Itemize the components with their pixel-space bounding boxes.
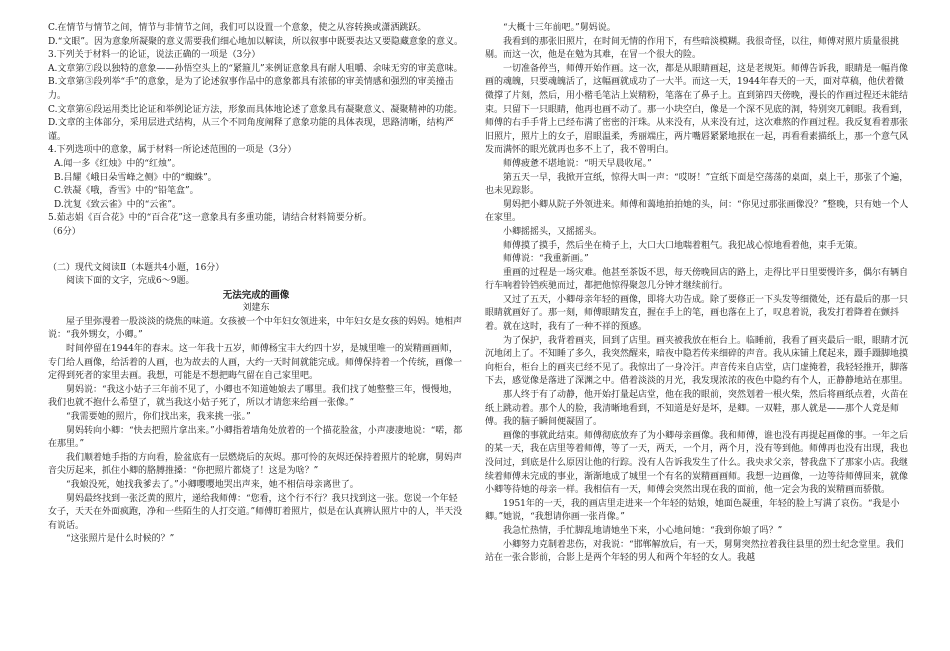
q4-option-a: A.闻一多《红烛》中的“红烛”。 [54,158,181,169]
story-paragraph: “大概十三年前吧。”舅妈说。 [503,23,616,33]
story-author: 刘建东 [242,303,270,314]
story-paragraph: 为了保护，我背着画夹，回到了店里。画夹被我放在柜台上。临睡前，我看了画夹最后一眼，眼睛才沉沉地闭上了。不知睡了多久，我突然醒来，暗夜中隐若传来细碎的声音。我从床铺上爬起来，蹑手蹑脚地摸向柜台，柜台上的画夹已经不见了。我惊出了一身冷汗。声音传来自店堂，店门虚掩着，我轻轻推开，脚落下去，感觉像是落进了深渊之中。借着淡淡的月光，我发现浓浓的夜色中隐约有个人，正静静地站在那里。 [485,335,909,387]
story-paragraph: 第五天一早，我掀开宣纸，惊得大叫一声：“哎呀！”宣纸下面是空荡荡的桌面，桌上干，那张了个遍，也未见踪影。 [485,172,909,197]
story-paragraph: 师傅摸了摸手，然后坐在椅子上，大口大口地喘着粗气。我犯战心惊地看着他，束手无策。 [503,240,864,251]
story-paragraph: 屋子里弥漫着一股淡淡的烧焦的味道。女孩被一个中年妇女领进来，中年妇女是女孩的妈妈。她相声说：“我外甥女，小卿。” [48,316,463,341]
story-paragraph: 重画的过程是一场灾难。他甚至茶饭不思，每天傍晚回店的路上，走得比平日里要慢许多，偶尔有辆自行车响着铃铛疾驰而过，都把他惊得聚忽几分钟才继续前行。 [485,267,909,292]
story-paragraph: 小卿努力克制着悲伤，对我说：“邯郸解放后，有一天，舅舅突然拉着我往县里的烈士纪念堂里。我们站在一张合影前，合影上是两个年轻的男人和两个年轻的女人。我越 [485,539,904,564]
story-paragraph: 画像的事就此结束。师傅彻底放弃了为小卿母亲画像。我和师傅，谁也没有再提起画像的事。一年之后的某一天，我在店里等着师傅，等了一天，两天，一个月，两个月，没有等到他。师傅再也没有出现，我也没问过，到底是什么原因让他的行踪。没有人告诉我发生了什么。我央求父亲，替我盘下了那家小店。我继续着师傅未完成的事业，渐渐地成了城里一个有名的炭精画画师。我想一边画像，一边等待师傅回来，就像小卿等待她的母亲一样。我相信有一天，师傅会突然出现在我的面前，他一定会为我的炭精画而骄傲。 [485,430,909,496]
q3-stem: 3.下列关于材料一的论证，说法正确的一项是（3分） [48,50,261,61]
story-paragraph: 师傅说：“我重新画。” [503,254,589,265]
section-instruction: 阅读下面的文字，完成6～9题。 [66,276,195,287]
q2-option-d: D.“文眼”。因为意象所凝聚的意义需要我们细心地加以解读，所以叙事中既要表达又要隐藏意象的意义。 [48,36,463,47]
left-column [48,22,464,547]
story-paragraph: 我急忙热情，手忙脚乱地请她坐下来，小心地问她：“我到你娘了吗？” [503,525,783,536]
story-paragraph: 师傅疲惫不堪地说：“明天早晨收尾。” [503,158,652,169]
story-paragraph: 又过了五天，小卿母亲年轻的画像，即将大功告成。除了要修正一下头发等细微处，还有最后的那一只眼睛就画好了。那一刻，师傅眼睛发直，握在手上的笔，画也落在上了，叹息着说，我发打着降着在颤抖着。就在这时，我有了一种不祥的预感。 [485,294,909,333]
q4-option-c: C.铁凝《哦，香雪》中的“铅笔盒”。 [54,186,199,197]
story-paragraph: 舅妈说：“我这小姑子三年前不见了，小卿也不知道她娘去了哪里。我们找了她整整三年，慢慢地，我们也就不抱什么希望了，就当我这小姑子死了，所以才请您来给画一张像。” [48,384,458,409]
q5-score: （6分） [48,226,81,237]
q3-option-a: A.文章第⑦段以独特的意象——孙悟空头上的“紧箍儿”来例证意象具有耐人咀嚼、余味无穷的审美意味。 [48,63,463,74]
story-paragraph: 1951年的一天，我的画店里走进来一个年轻的姑娘，她面色凝重，年轻的脸上写满了哀伤。“我是小卿。”她说，“我想请你画一张肖像。” [485,498,900,523]
story-paragraph: 那人终于有了动静，他开始打量起店堂，他在我的眼前，突然划着一根火柴，然后将画纸点着，火苗在纸上跳动着。那个人的脸，我清晰地看到，不知道是好是坏，是卿。一双鞋，那人就是——那个人竟是师傅。我的脑子瞬间便凝固了。 [485,390,909,428]
q3-option-c: C.文章第⑥段运用类比论证和举例论证方法，形象而具体地论述了意象具有凝聚意义、凝聚精神的功能。 [48,104,463,115]
story-paragraph: 我们顺着她手指的方向看，脸盆底有一层燃烧后的灰烬。那可怜的灰烬还保持着照片的轮廓，舅妈声音尖厉起来，抓住小卿的胳膊推搡：“你把照片都烧了！这是为啥？” [48,452,463,477]
story-paragraph: 时间停留在1944年的春末。这一年我十五岁，师傅杨宝丰大约四十岁，是城里唯一的炭精画画师，专门给人画像，给活着的人画，也为故去的人画，大约一天时间就能完成。师傅保持着一个传统，画像一定得到死者的家里去画。我想，可能是不想把晦气留在自己家里吧。 [48,344,463,382]
q3-option-d: D.文章的主体部分，采用层进式结构，从三个不同角度阐释了意象功能的具体表现，思路清晰，结构严谨。 [48,118,454,142]
q4-option-b: B.吕耀《峨日朵雪峰之侧》中的“蜘蛛”。 [54,172,217,183]
section-heading: （二）现代文阅读Ⅱ（本题共4小题，16分） [48,262,225,273]
right-column [485,22,910,566]
story-paragraph: “我需要她的照片，你们找出来，我来挑一张。” [66,412,251,423]
q4-option-d: D.沈复《致云雀》中的“云雀”。 [54,199,181,210]
story-paragraph: 舅妈把小卿从院子外领进来。师傅和蔼地拍拍她的头，问：“你见过那张画像没？”整晚，只有她一个人在家里。 [485,199,909,224]
story-paragraph: 舅妈最终找到一张泛黄的照片，递给我师傅：“您看，这个行不行？我只找到这一张。您说一个年轻女子，天天在外面疯跑，净和一些陌生的人打交道。”师傅盯着照片，似是在认真辨认照片中的人，半天没有说话。 [48,493,463,531]
q3-option-b: B.文章第③段列举“手”的意象，是为了论述叙事作品中的意象都具有浓郁的审美情感和强烈的审美撞击力。 [48,77,454,101]
q2-option-c: C.在情节与情节之间，情节与非情节之间，我们可以设置一个意象，使之从容转换或潇洒跳跃。 [48,23,427,33]
story-paragraph: “我娘没死，她找我爹去了。”小卿嘤嘤地哭出声来，她不相信母亲离世了。 [66,480,359,490]
story-paragraph: 舅妈转向小卿：“快去把照片拿出来。”小卿指着墙角处放着的一个描花脸盆，小声凄凄地说：“喏，都在那里。” [48,425,463,450]
story-title: 无法完成的画像 [222,289,290,301]
story-paragraph: 小卿摇摇头，又摇摇头。 [503,226,603,237]
story-paragraph: 一切准备停当，师傅开始作画。这一次，都是从眼睛画起，这是老规矩。师傅告诉我，眼睛是一幅肖像画的魂魄，只要魂魄活了，这幅画就成功了一大半。而这一天，1944年春天的一天，面对草稿，他伏着微微撑了片刻，然后，用小楷毛笔沾上炭精粉，笔落在了鼻子上。直到第四天傍晚，漫长的作画过程还未能结束。只留下一只眼睛，他再也画不动了。那一小块空白，像是一个深不见底的洞，特别突兀刺眼。我看到，师傅的右手手背上已经布满了密密的汗珠。从来没有，从来没有过，这次难熬的作画过程。我反复看着那张旧照片，照片上的女子，眉眼温柔，秀丽端庄，两片嘴唇紧紧地抿在一起，再看看素描纸上，那一个意气风发而满怀的眼光就再也多不上了，我不曾明白。 [485,63,909,156]
q5-stem: 5.茹志娟《百合花》中的“百合花”这一意象具有多重功能，请结合材料简要分析。 [48,213,372,224]
story-paragraph: 我看到的那张旧照片，在时间无情的作用下，有些暗淡模糊。我很奇怪，以往，师傅对照片质量很挑剔。而这一次，他是在勉为其难，在冒一个很大的险。 [485,36,900,61]
story-paragraph: “这张照片是什么时候的？” [66,534,175,545]
q4-stem: 4.下列选项中的意象，属于材料一所论述范围的一项是（3分） [48,145,297,156]
